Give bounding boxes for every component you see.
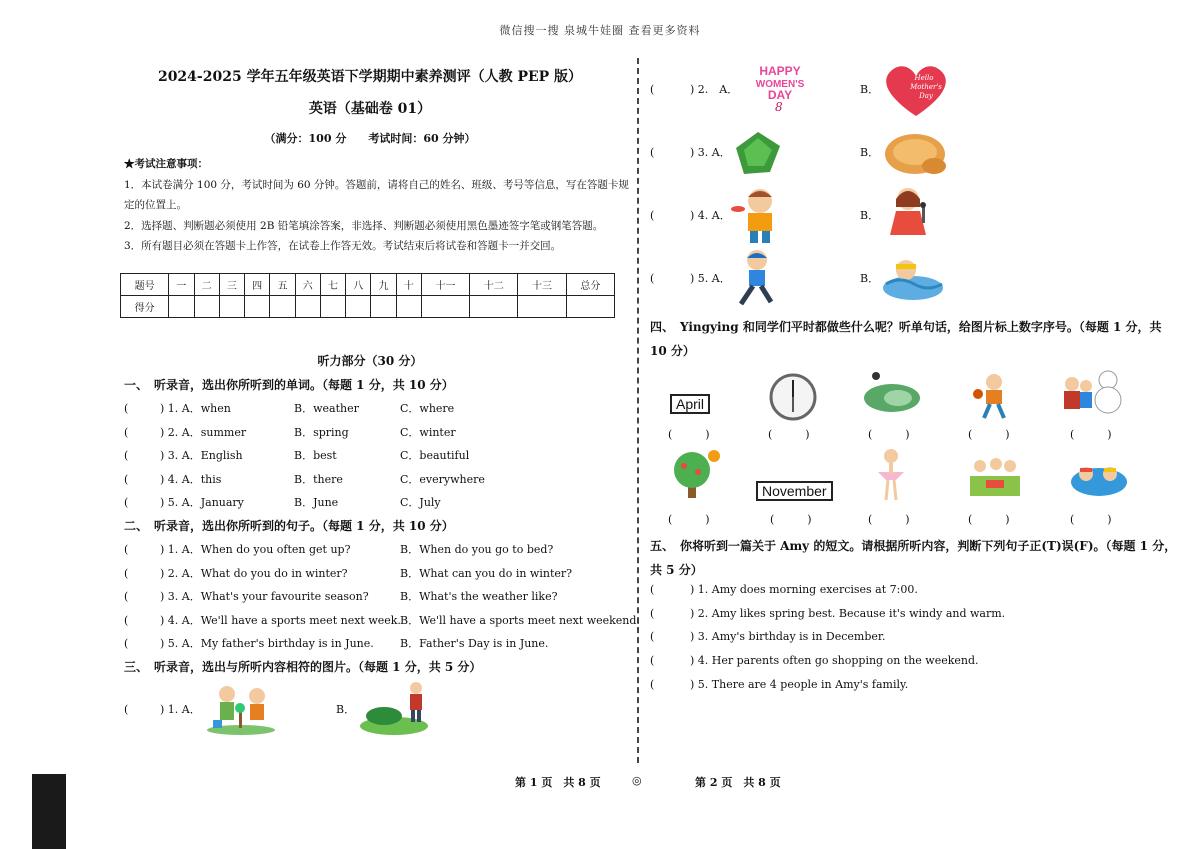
list-item[interactable]: ( ) 5. A．My father's birthday is in June. B．Father's Day is in June. bbox=[124, 637, 549, 650]
score-input-cell[interactable] bbox=[518, 296, 566, 318]
section5-list bbox=[650, 578, 1190, 696]
answer-blank[interactable]: ( ) bbox=[770, 513, 812, 526]
page-number-left: 第 1 页 共 8 页 bbox=[515, 776, 601, 789]
score-cell: 八 bbox=[346, 274, 371, 296]
fruit-tree-icon bbox=[664, 448, 724, 502]
score-input-cell[interactable] bbox=[169, 296, 194, 318]
boy-running-icon bbox=[725, 248, 785, 308]
mothers-day-heart-icon bbox=[880, 60, 952, 120]
list-item[interactable]: ( ) 4. A． bbox=[650, 209, 731, 222]
exam-subtitle: 英语（基础卷 01） bbox=[308, 101, 432, 117]
score-cell: 题号 bbox=[121, 274, 169, 296]
list-item[interactable]: ( ) 3. A．English B．best C．beautiful bbox=[124, 449, 470, 462]
exam-title: 2024-2025 学年五年级英语下学期期中素养测评（人教 PEP 版） bbox=[157, 69, 583, 85]
list-item[interactable]: ( ) 5. A． bbox=[650, 272, 731, 285]
list-item[interactable]: ( ) 4. Her parents often go shopping on the weekend. bbox=[650, 654, 979, 668]
list-item[interactable]: ( ) 3. A．What's your favourite season? B．What's the weather like? bbox=[124, 590, 558, 603]
option-label: B． bbox=[860, 146, 880, 159]
snowman-kids-icon bbox=[1058, 366, 1134, 416]
hap-text: DAY bbox=[767, 88, 793, 102]
list-item[interactable]: ( ) 3. Amy's birthday is in December. bbox=[650, 630, 886, 644]
list-item[interactable]: ( ) 5. There are 4 people in Amy's family. bbox=[650, 677, 909, 691]
listening-header: 听力部分（30 分） bbox=[317, 354, 423, 368]
section4-title bbox=[650, 315, 1190, 363]
boy-eating-icon bbox=[730, 185, 790, 245]
picnic-icon bbox=[966, 452, 1024, 500]
heart-text: Mother's bbox=[910, 83, 942, 91]
exam-meta: （满分：100 分 考试时间：60 分钟） bbox=[264, 132, 476, 145]
section1-list bbox=[124, 397, 629, 515]
note-line: 定的位置上。 bbox=[124, 199, 187, 211]
heart-text: Day bbox=[919, 92, 933, 100]
april-card bbox=[670, 394, 710, 414]
list-item[interactable]: ( ) 2. A． bbox=[650, 83, 739, 96]
list-item[interactable]: ( ) 4. A．We'll have a sports meet next week.B．We'll have a sports meet next weekend. bbox=[124, 613, 640, 627]
april-word: April bbox=[670, 394, 710, 414]
score-cell: 总分 bbox=[566, 274, 614, 296]
boy-swimming-icon bbox=[880, 248, 946, 308]
option-label: B． bbox=[860, 209, 880, 222]
kids-swimming-icon bbox=[1068, 452, 1130, 500]
happy-womens-day-card-icon bbox=[745, 60, 815, 112]
section4-title-line: 四、 Yingying 和同学们平时都做些什么呢？听单句话，给图片标上数字序号。（每题 1 分，共 bbox=[650, 320, 1162, 334]
score-input-cell[interactable] bbox=[470, 296, 518, 318]
option-label: B． bbox=[336, 703, 356, 716]
mooncake-icon bbox=[880, 128, 950, 178]
ballet-girl-icon bbox=[866, 446, 916, 504]
answer-blank[interactable]: ( ) bbox=[668, 513, 710, 526]
november-card bbox=[756, 481, 833, 501]
score-input-cell[interactable] bbox=[346, 296, 371, 318]
section5-title-line: 共 5 分） bbox=[650, 563, 703, 577]
score-cell: 七 bbox=[320, 274, 345, 296]
score-cell: 九 bbox=[371, 274, 396, 296]
note-line: 3．所有题目必须在答题卡上作答，在试卷上作答无效。考试结束后将试卷和答题卡一并交回。 bbox=[124, 240, 562, 252]
answer-blank[interactable]: ( ) bbox=[968, 428, 1010, 441]
option-label: B． bbox=[860, 272, 880, 285]
list-item[interactable]: ( ) 3. A． bbox=[650, 146, 731, 159]
list-item[interactable]: ( ) 1. A．when B．weather C．where bbox=[124, 402, 455, 415]
score-input-cell[interactable] bbox=[371, 296, 396, 318]
score-cell: 一 bbox=[169, 274, 194, 296]
answer-blank[interactable]: ( ) bbox=[868, 513, 910, 526]
score-input-cell[interactable] bbox=[320, 296, 345, 318]
list-item[interactable]: ( ) 1. Amy does morning exercises at 7:00. bbox=[650, 583, 918, 596]
notes-heading: ★考试注意事项： bbox=[124, 158, 208, 170]
score-input-cell[interactable] bbox=[219, 296, 244, 318]
option-label: B． bbox=[860, 83, 880, 96]
november-word: November bbox=[756, 481, 833, 501]
score-input-cell[interactable] bbox=[194, 296, 219, 318]
score-input-cell[interactable] bbox=[245, 296, 270, 318]
answer-blank[interactable]: ( ) bbox=[868, 428, 910, 441]
section1-title: 一、 听录音，选出你所听到的单词。（每题 1 分，共 10 分） bbox=[124, 378, 454, 392]
score-input-cell[interactable] bbox=[295, 296, 320, 318]
kids-planting-icon bbox=[205, 680, 277, 736]
section4-title-line: 10 分） bbox=[650, 344, 695, 358]
section2-title: 二、 听录音，选出你所听到的句子。（每题 1 分，共 10 分） bbox=[124, 519, 454, 533]
score-cell: 十 bbox=[396, 274, 421, 296]
page-center-mark: ◎ bbox=[632, 774, 642, 787]
answer-blank[interactable]: ( ) bbox=[668, 428, 710, 441]
exam-notes bbox=[124, 154, 629, 257]
hap-text: WOMEN'S bbox=[755, 79, 805, 90]
list-item[interactable]: ( ) 2. Amy likes spring best. Because it's windy and warm. bbox=[650, 606, 1006, 620]
answer-blank[interactable]: ( ) bbox=[968, 513, 1010, 526]
hap-text: HAPPY bbox=[759, 64, 801, 78]
score-input-cell[interactable] bbox=[566, 296, 614, 318]
score-cell: 十一 bbox=[421, 274, 469, 296]
boy-basketball-icon bbox=[970, 372, 1016, 422]
section5-title bbox=[650, 534, 1190, 582]
list-item[interactable]: ( ) 2. A．summer B．spring C．winter bbox=[124, 425, 456, 439]
score-table-score-row bbox=[121, 296, 615, 318]
score-cell: 二 bbox=[194, 274, 219, 296]
score-cell: 得分 bbox=[121, 296, 169, 318]
section5-title-line: 五、 你将听到一篇关于 Amy 的短文。请根据所听内容，判断下列句子正(T)误(F)。（每题 1 分， bbox=[650, 539, 1177, 553]
zongzi-icon bbox=[730, 128, 786, 178]
svg-text:8: 8 bbox=[775, 100, 783, 112]
page-number-right: 第 2 页 共 8 页 bbox=[695, 776, 781, 789]
answer-blank[interactable]: ( ) bbox=[1070, 428, 1112, 441]
clock-icon bbox=[768, 372, 818, 422]
score-input-cell[interactable] bbox=[270, 296, 295, 318]
binding-mark bbox=[32, 774, 66, 849]
score-cell: 十二 bbox=[470, 274, 518, 296]
answer-blank[interactable]: ( ) bbox=[1070, 513, 1112, 526]
list-item[interactable]: ( ) 1. A． bbox=[124, 703, 201, 716]
list-item[interactable]: ( ) 1. A．When do you often get up? B．When do you go to bed? bbox=[124, 543, 554, 556]
answer-blank[interactable]: ( ) bbox=[768, 428, 810, 441]
watermark: 微信搜一搜 泉城牛娃圈 查看更多资料 bbox=[499, 24, 701, 37]
score-cell: 六 bbox=[295, 274, 320, 296]
score-input-cell[interactable] bbox=[421, 296, 469, 318]
section3-title: 三、 听录音，选出与所听内容相符的图片。（每题 1 分，共 5 分） bbox=[124, 660, 482, 674]
score-table-header-row bbox=[121, 274, 615, 296]
page-divider bbox=[637, 58, 639, 763]
score-table bbox=[120, 273, 615, 318]
lotus-pond-icon bbox=[862, 366, 922, 416]
note-line: 2．选择题、判断题必须使用 2B 铅笔填涂答案，非选择、判断题必须使用黑色墨迹签字笔或钢笔答题。 bbox=[124, 219, 604, 232]
list-item[interactable]: ( ) 5. A．January B．June C．July bbox=[124, 496, 441, 509]
section2-list bbox=[124, 538, 640, 656]
score-cell: 三 bbox=[219, 274, 244, 296]
score-cell: 五 bbox=[270, 274, 295, 296]
note-line: 1．本试卷满分 100 分，考试时间为 60 分钟。答题前，请将自己的姓名、班级、考号等信息，写在答题卡规 bbox=[124, 178, 629, 191]
score-input-cell[interactable] bbox=[396, 296, 421, 318]
heart-text: Hello bbox=[914, 74, 934, 82]
boy-watering-icon bbox=[360, 680, 432, 736]
list-item[interactable]: ( ) 4. A．this B．there C．everywhere bbox=[124, 472, 485, 486]
girl-singing-icon bbox=[880, 185, 940, 245]
score-cell: 四 bbox=[245, 274, 270, 296]
list-item[interactable]: ( ) 2. A．What do you do in winter? B．What can you do in winter? bbox=[124, 566, 573, 580]
score-cell: 十三 bbox=[518, 274, 566, 296]
